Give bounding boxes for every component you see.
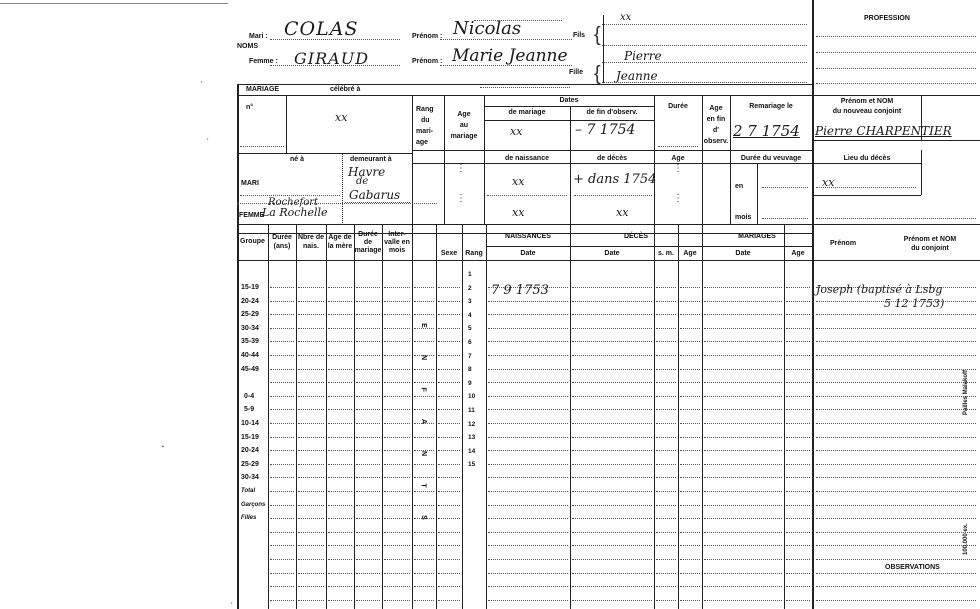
nbre-0: Nbre de: [297, 234, 325, 241]
mari-naissance: xx: [512, 175, 525, 188]
femme-ne-1: Rochefort: [268, 197, 319, 208]
mariage-title: MARIAGE: [246, 86, 280, 93]
group-label: 0-4: [244, 393, 255, 400]
prenom-nom-conjoint-1: du conjoint: [911, 245, 949, 252]
mari-nom: COLAS: [284, 18, 359, 40]
prenom-enfant-label: Prénom: [830, 240, 857, 247]
duree-ans-1: (ans): [273, 243, 291, 250]
mari-prenom-label: Prénom :: [412, 33, 443, 40]
ne-a-label: né à: [290, 156, 305, 163]
rank-number: 15: [468, 461, 476, 468]
sm-label: s. m.: [658, 250, 674, 257]
vertical-word-letter: F: [419, 387, 427, 392]
date-fin-value: – 7 1754: [575, 122, 636, 138]
femme-row-label: FEMME: [239, 212, 265, 219]
age-label-0: Age: [457, 111, 471, 118]
profession-label: PROFESSION: [864, 15, 910, 22]
rank-number: 6: [468, 339, 472, 346]
intervalle-2: mois: [388, 247, 406, 254]
noms-label: NOMS: [237, 43, 258, 50]
prenom-nom-label-0: Prénom et NOM: [840, 98, 894, 105]
observations-label: OBSERVATIONS: [885, 564, 940, 571]
age-mere-1: la mère: [327, 243, 353, 250]
group-label: Total: [241, 488, 256, 494]
naissances-label: NAISSANCES: [505, 233, 551, 240]
rang-label-0: Rang: [416, 106, 434, 113]
fille-label: Fille: [569, 69, 584, 76]
duree-mariage-1: de: [363, 239, 373, 246]
femme-label: Femme :: [249, 58, 278, 65]
group-label: 5-9: [244, 406, 255, 413]
femme-deces: xx: [616, 206, 629, 219]
vertical-word-letter: T: [419, 483, 427, 488]
rank-number: 10: [468, 393, 476, 400]
group-label: Filles: [241, 515, 257, 521]
mariages-age-label: Age: [791, 250, 805, 257]
rank-number: 2: [468, 285, 472, 292]
nouveau-conjoint-value: Pierre CHARPENTIER: [815, 124, 952, 138]
age-label-1: au: [459, 122, 469, 129]
remariage-label: Remariage le: [749, 103, 793, 110]
duree-ans-0: Durée: [272, 234, 292, 241]
rank-number: 7: [468, 353, 472, 360]
rank-number: 4: [468, 312, 472, 319]
prenom-nom-label-1: du nouveau conjoint: [832, 108, 902, 115]
mari-demeurant-3: Gabarus: [349, 188, 401, 202]
age-fin-label-2: d': [713, 127, 719, 134]
group-label: 35-39: [241, 338, 259, 345]
rank-number: 3: [468, 298, 472, 305]
vertical-word-letter: S: [419, 515, 427, 520]
group-label: 15-19: [241, 284, 259, 291]
de-mariage-label: de mariage: [508, 109, 546, 116]
dates-label: Dates: [559, 97, 579, 104]
en-label: en: [735, 183, 744, 190]
mari-demeurant-1: Havre: [348, 165, 386, 179]
age-mere-0: Age de: [328, 234, 352, 241]
celebre-value: xx: [335, 111, 348, 124]
intervalle-0: Inter-: [388, 231, 406, 238]
deces-header-label: DÉCÈS: [623, 233, 649, 240]
celebre-label: célébré à: [330, 86, 361, 93]
groupe-label: Groupe: [240, 238, 265, 245]
mari-deces: + dans 1754: [573, 172, 657, 187]
vertical-word-letter: N: [420, 354, 428, 361]
child2-birth: 7 9 1753: [491, 283, 549, 298]
group-label: 30-34: [241, 474, 259, 481]
sexe-label: Sexe: [440, 250, 458, 257]
rang-label-1: du: [421, 117, 430, 124]
rank-number: 1: [468, 271, 472, 278]
child2-prenom: Joseph (baptisé à Lsbg: [816, 283, 943, 296]
group-label: 10-14: [241, 420, 259, 427]
rank-number: 11: [468, 407, 475, 414]
rank-number: 13: [468, 434, 476, 441]
group-label: 40-44: [241, 352, 259, 359]
mari-label: Mari :: [249, 33, 268, 40]
child2-prenom-2: 5 12 1753): [884, 297, 945, 310]
rank-number: 5: [468, 325, 472, 332]
duree-label: Durée: [668, 103, 688, 110]
vertical-word-letter: E: [419, 323, 427, 328]
mariages-label: MARIAGES: [738, 233, 776, 240]
duree-veuvage-label: Durée du veuvage: [740, 155, 802, 162]
naissance-date-label: Date: [520, 250, 536, 257]
intervalle-1: valle en: [384, 239, 410, 246]
age-fin-label-0: Age: [709, 105, 723, 112]
rang-label-3: age: [416, 139, 429, 146]
femme-nom: GIRAUD: [294, 49, 370, 68]
group-label: 25-29: [241, 461, 259, 468]
age-label-2: mariage: [450, 133, 478, 140]
de-fin-label: de fin d'observ.: [586, 109, 638, 116]
fils-value: xx: [620, 12, 632, 23]
copies-text: 100.000 ex.: [963, 523, 969, 555]
prenom-nom-conjoint-0: Prénom et NOM: [903, 236, 957, 243]
rank-number: 9: [468, 380, 472, 387]
lieu-deces-label: Lieu du décès: [843, 155, 891, 162]
vertical-word-letter: N: [420, 450, 428, 457]
group-label: 45-49: [241, 366, 259, 373]
nbre-1: nais.: [303, 243, 319, 250]
group-label: 20-24: [241, 298, 259, 305]
mari-prenom: Nicolas: [453, 18, 522, 39]
rang-label-2: mari-: [416, 128, 434, 135]
mois-label: mois: [735, 214, 752, 221]
mari-demeurant-2: de: [356, 176, 369, 187]
remariage-value: 2 7 1754: [733, 122, 800, 140]
mariages-date-label: Date: [735, 250, 751, 257]
printer-text: Pailles Malakoff: [963, 369, 969, 415]
age-fin-label-1: en fin: [706, 116, 726, 123]
group-label: 20-24: [241, 447, 259, 454]
femme-naissance: xx: [512, 206, 525, 219]
group-label: Garçons: [241, 502, 266, 508]
duree-mariage-2: mariage: [354, 247, 382, 254]
date-mariage-value: xx: [510, 125, 523, 138]
vertical-word-letter: A: [420, 418, 428, 425]
rank-number: 14: [468, 448, 476, 455]
lieu-deces-value: xx: [822, 176, 835, 189]
fille-value-1: Pierre: [624, 49, 662, 63]
group-label: 25-29: [241, 311, 259, 318]
naissance-label: de naissance: [505, 155, 549, 162]
demeurant-label: demeurant à: [350, 156, 392, 163]
femme-prenom: Marie Jeanne: [452, 46, 568, 66]
rank-number: 12: [468, 421, 476, 428]
group-label: 15-19: [241, 434, 259, 441]
fille-value-2: Jeanne: [616, 69, 658, 83]
mari-row-label: MARI: [241, 180, 259, 187]
deces-date-label: Date: [604, 250, 620, 257]
age-label2: Age: [671, 155, 685, 162]
age-fin-label-3: observ.: [703, 138, 729, 145]
deces-age-label: Age: [683, 250, 697, 257]
femme-prenom-label: Prénom :: [412, 58, 443, 65]
rang-label: Rang: [465, 250, 483, 257]
no-label: n°: [246, 104, 254, 111]
deces-label: de décès: [597, 155, 627, 162]
fils-label: Fils: [573, 32, 586, 39]
group-label: 30-34: [241, 325, 259, 332]
femme-ne-2: La Rochelle: [262, 206, 328, 219]
rank-number: 8: [468, 366, 472, 373]
duree-mariage-0: Durée: [358, 231, 378, 238]
